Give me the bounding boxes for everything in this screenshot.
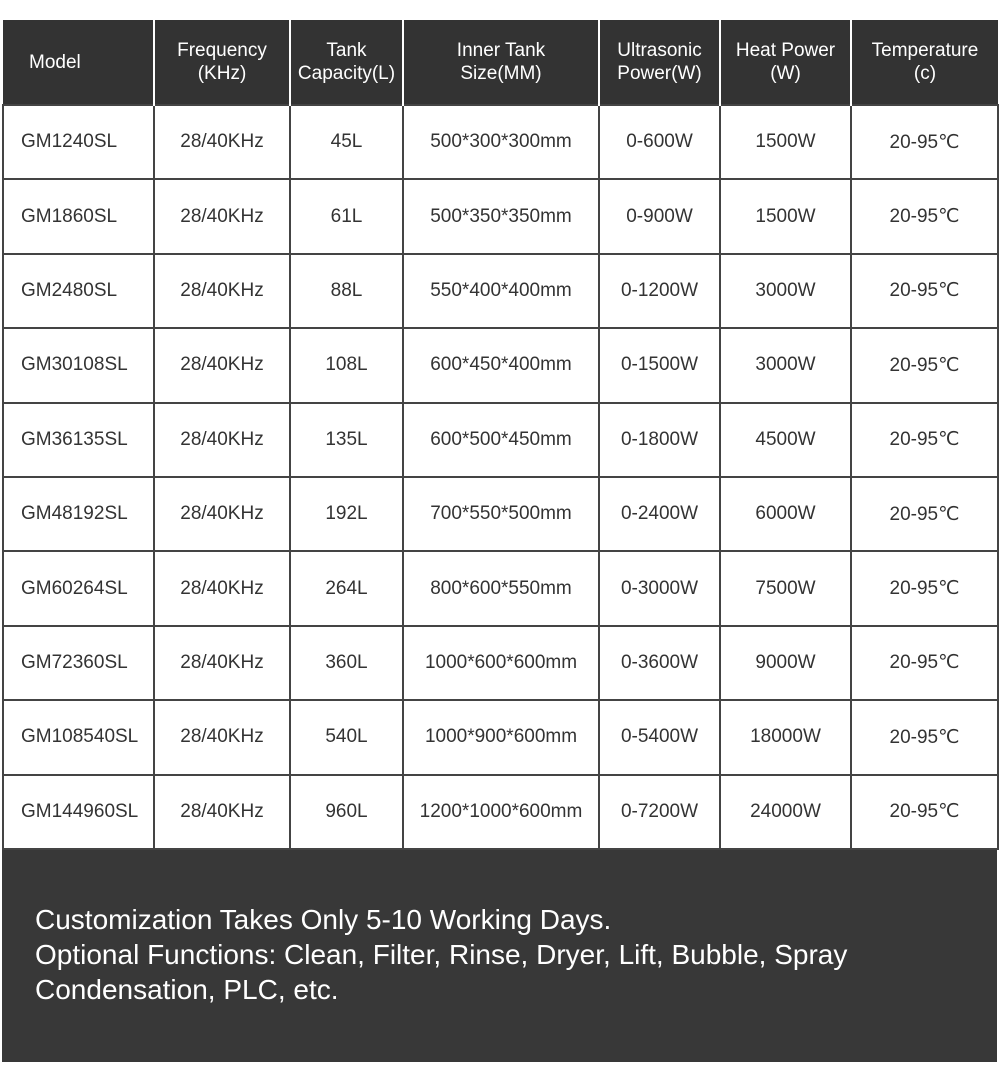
cell-heat-power: 4500W bbox=[720, 403, 851, 477]
cell-ultrasonic-power: 0-7200W bbox=[599, 775, 720, 849]
cell-ultrasonic-power: 0-2400W bbox=[599, 477, 720, 551]
cell-heat-power: 3000W bbox=[720, 254, 851, 328]
cell-temperature: 20-95℃ bbox=[851, 775, 998, 849]
table-row bbox=[3, 477, 998, 551]
table-row bbox=[3, 626, 998, 700]
header-tank-capacity: Tank Capacity(L) bbox=[290, 20, 403, 105]
cell-frequency: 28/40KHz bbox=[154, 551, 290, 625]
header-temperature: Temperature (c) bbox=[851, 20, 998, 105]
cell-heat-power: 1500W bbox=[720, 105, 851, 179]
cell-heat-power: 9000W bbox=[720, 626, 851, 700]
cell-model: GM1860SL bbox=[3, 179, 154, 253]
cell-model: GM48192SL bbox=[3, 477, 154, 551]
cell-temperature: 20-95℃ bbox=[851, 700, 998, 774]
cell-heat-power: 1500W bbox=[720, 179, 851, 253]
note-line-optional-functions-cont: Condensation, PLC, etc. bbox=[35, 974, 339, 1005]
cell-temperature: 20-95℃ bbox=[851, 403, 998, 477]
cell-capacity: 360L bbox=[290, 626, 403, 700]
header-heat-power: Heat Power (W) bbox=[720, 20, 851, 105]
cell-model: GM36135SL bbox=[3, 403, 154, 477]
cell-capacity: 135L bbox=[290, 403, 403, 477]
cell-capacity: 960L bbox=[290, 775, 403, 849]
header-row bbox=[3, 20, 998, 105]
cell-frequency: 28/40KHz bbox=[154, 700, 290, 774]
cell-model: GM144960SL bbox=[3, 775, 154, 849]
cell-ultrasonic-power: 0-3000W bbox=[599, 551, 720, 625]
cell-model: GM1240SL bbox=[3, 105, 154, 179]
cell-ultrasonic-power: 0-1800W bbox=[599, 403, 720, 477]
cell-capacity: 45L bbox=[290, 105, 403, 179]
cell-temperature: 20-95℃ bbox=[851, 551, 998, 625]
cell-ultrasonic-power: 0-600W bbox=[599, 105, 720, 179]
table-row bbox=[3, 328, 998, 402]
cell-frequency: 28/40KHz bbox=[154, 775, 290, 849]
cell-inner-size: 700*550*500mm bbox=[403, 477, 599, 551]
cell-capacity: 192L bbox=[290, 477, 403, 551]
table-row bbox=[3, 105, 998, 179]
cell-capacity: 61L bbox=[290, 179, 403, 253]
header-model: Model bbox=[3, 20, 154, 105]
cell-ultrasonic-power: 0-1500W bbox=[599, 328, 720, 402]
cell-ultrasonic-power: 0-3600W bbox=[599, 626, 720, 700]
table-header bbox=[3, 20, 998, 105]
cell-inner-size: 1000*600*600mm bbox=[403, 626, 599, 700]
table-body bbox=[3, 105, 998, 849]
note-line-optional-functions: Optional Functions: Clean, Filter, Rinse, Dryer, Lift, Bubble, Spray bbox=[35, 939, 848, 970]
cell-model: GM60264SL bbox=[3, 551, 154, 625]
header-inner-tank-size: Inner Tank Size(MM) bbox=[403, 20, 599, 105]
cell-temperature: 20-95℃ bbox=[851, 179, 998, 253]
cell-capacity: 88L bbox=[290, 254, 403, 328]
cell-heat-power: 6000W bbox=[720, 477, 851, 551]
cell-frequency: 28/40KHz bbox=[154, 328, 290, 402]
table-row bbox=[3, 775, 998, 849]
cell-heat-power: 24000W bbox=[720, 775, 851, 849]
header-ultrasonic-power: Ultrasonic Power(W) bbox=[599, 20, 720, 105]
cell-inner-size: 1000*900*600mm bbox=[403, 700, 599, 774]
cell-model: GM108540SL bbox=[3, 700, 154, 774]
cell-inner-size: 800*600*550mm bbox=[403, 551, 599, 625]
cell-temperature: 20-95℃ bbox=[851, 328, 998, 402]
table-row bbox=[3, 403, 998, 477]
cell-frequency: 28/40KHz bbox=[154, 254, 290, 328]
cell-temperature: 20-95℃ bbox=[851, 105, 998, 179]
cell-frequency: 28/40KHz bbox=[154, 403, 290, 477]
note-line-lead-time: Customization Takes Only 5-10 Working Days. bbox=[35, 904, 612, 935]
cell-ultrasonic-power: 0-900W bbox=[599, 179, 720, 253]
cell-frequency: 28/40KHz bbox=[154, 626, 290, 700]
cell-heat-power: 18000W bbox=[720, 700, 851, 774]
table-row bbox=[3, 179, 998, 253]
cell-inner-size: 500*300*300mm bbox=[403, 105, 599, 179]
cell-capacity: 540L bbox=[290, 700, 403, 774]
cell-inner-size: 600*500*450mm bbox=[403, 403, 599, 477]
cell-inner-size: 600*450*400mm bbox=[403, 328, 599, 402]
cell-capacity: 108L bbox=[290, 328, 403, 402]
cell-temperature: 20-95℃ bbox=[851, 254, 998, 328]
header-frequency: Frequency (KHz) bbox=[154, 20, 290, 105]
cell-frequency: 28/40KHz bbox=[154, 105, 290, 179]
table-row bbox=[3, 700, 998, 774]
customization-note-panel bbox=[2, 850, 997, 1062]
cell-inner-size: 500*350*350mm bbox=[403, 179, 599, 253]
cell-model: GM2480SL bbox=[3, 254, 154, 328]
cell-ultrasonic-power: 0-1200W bbox=[599, 254, 720, 328]
cell-heat-power: 7500W bbox=[720, 551, 851, 625]
spec-table bbox=[2, 20, 999, 850]
table-row bbox=[3, 254, 998, 328]
cell-model: GM72360SL bbox=[3, 626, 154, 700]
cell-inner-size: 1200*1000*600mm bbox=[403, 775, 599, 849]
cell-ultrasonic-power: 0-5400W bbox=[599, 700, 720, 774]
cell-heat-power: 3000W bbox=[720, 328, 851, 402]
cell-frequency: 28/40KHz bbox=[154, 179, 290, 253]
cell-temperature: 20-95℃ bbox=[851, 626, 998, 700]
cell-frequency: 28/40KHz bbox=[154, 477, 290, 551]
cell-inner-size: 550*400*400mm bbox=[403, 254, 599, 328]
cell-model: GM30108SL bbox=[3, 328, 154, 402]
cell-capacity: 264L bbox=[290, 551, 403, 625]
table-row bbox=[3, 551, 998, 625]
cell-temperature: 20-95℃ bbox=[851, 477, 998, 551]
